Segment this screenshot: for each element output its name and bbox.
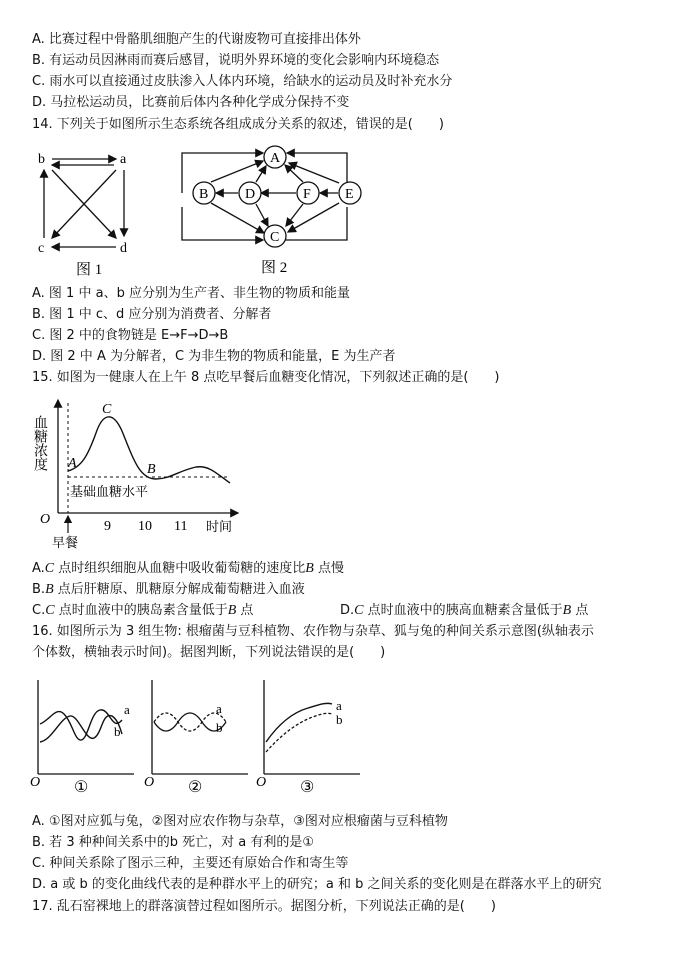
fig2-arrow-b-c — [211, 203, 264, 233]
q13-option-b: B. 有运动员因淋雨而赛后感冒，说明外界环境的变化会影响内环境稳态 — [32, 53, 440, 68]
q15-option-d: D.C 点时血液中的胰高血糖素含量低于B 点 — [340, 603, 589, 618]
q16-g3-origin: O — [256, 775, 267, 790]
q16-option-a: A. ①图对应狐与兔，②图对应农作物与杂草，③图对应根瘤菌与豆科植物 — [32, 814, 448, 829]
q15-tick-9: 9 — [104, 519, 111, 534]
q15-stem: 15. 如图为一健康人在上午 8 点吃早餐后血糖变化情况，下列叙述正确的是( ) — [32, 370, 500, 385]
q16-g3-label: ③ — [300, 779, 315, 796]
fig2-caption: 图 2 — [261, 260, 288, 276]
fig2-arrow-d-c — [256, 204, 268, 226]
q15-option-b: B.B 点后肝糖原、肌糖原分解成葡萄糖进入血液 — [32, 582, 305, 597]
q16-graph-2 — [144, 676, 254, 796]
q15-tick-11: 11 — [174, 519, 188, 534]
fig2-arrow-b-a — [211, 161, 263, 182]
q14-option-a: A. 图 1 中 a、b 应分别为生产者、非生物的物质和能量 — [32, 286, 350, 301]
q16-stem-line2: 个体数，横轴表示时间)。据图判断，下列说法错误的是( ) — [32, 645, 386, 660]
q15-option-a: A.C 点时组织细胞从血糖中吸收葡萄糖的速度比B 点慢 — [32, 561, 344, 576]
q16-g2-origin: O — [144, 775, 155, 790]
q14-option-d: D. 图 2 中 A 为分解者，C 为非生物的物质和能量，E 为生产者 — [32, 349, 396, 364]
q16-g3-curve-a — [266, 703, 332, 742]
q15-ylabel: 血糖浓度 — [32, 415, 48, 471]
q16-option-d: D. a 或 b 的变化曲线代表的是种群水平上的研究；a 和 b 之间关系的变化则是在群落水平上的研究 — [32, 877, 602, 892]
q14-figure-2 — [175, 145, 365, 280]
q15-point-b: B — [147, 462, 156, 477]
q16-g1-label-b: b — [114, 724, 121, 739]
q16-g3-curve-b — [266, 713, 332, 752]
q16-stem-line1: 16. 如图所示为 3 组生物: 根瘤菌与豆科植物、农作物与杂草、狐与兔的种间关系示意图(纵轴表示 — [32, 624, 594, 639]
fig1-node-c: c — [38, 241, 45, 256]
q16-option-b: B. 若 3 种种间关系中的b 死亡，对 a 有利的是① — [32, 835, 314, 850]
fig1-caption: 图 1 — [76, 262, 103, 278]
fig2-node-c: C — [270, 230, 280, 245]
q13-option-a: A. 比赛过程中骨骼肌细胞产生的代谢废物可直接排出体外 — [32, 32, 361, 47]
q16-g3-label-a: a — [336, 698, 342, 713]
q13-option-d: D. 马拉松运动员，比赛前后体内各种化学成分保持不变 — [32, 95, 350, 110]
q16-option-c: C. 种间关系除了图示三种，主要还有原始合作和寄生等 — [32, 856, 349, 871]
q16-graph-1 — [30, 676, 140, 796]
fig2-arrow-f-c — [286, 204, 303, 226]
fig2-node-f: F — [303, 187, 311, 202]
q16-g1-label: ① — [74, 779, 89, 796]
fig2-node-d: D — [245, 187, 256, 202]
fig2-node-b: B — [199, 187, 209, 202]
q16-g2-label-b: b — [216, 720, 223, 735]
fig2-node-a: A — [270, 151, 281, 166]
q15-option-c: C.C 点时血液中的胰岛素含量低于B 点 — [32, 603, 254, 618]
q16-g1-curve-b — [40, 716, 122, 742]
fig1-node-b: b — [38, 152, 45, 167]
q15-point-c: C — [102, 402, 112, 417]
q14-stem: 14. 下列关于如图所示生态系统各组成成分关系的叙述，错误的是( ) — [32, 117, 444, 132]
fig1-node-d: d — [120, 241, 127, 256]
q16-g2-label: ② — [188, 779, 203, 796]
q15-origin: O — [40, 512, 51, 527]
q14-figure-1 — [36, 150, 136, 280]
q14-option-c: C. 图 2 中的食物链是 E→F→D→B — [32, 328, 229, 343]
q16-g1-origin: O — [30, 775, 41, 790]
q14-option-b: B. 图 1 中 c、d 应分别为消费者、分解者 — [32, 307, 272, 322]
fig1-node-a: a — [120, 152, 127, 167]
q15-breakfast-label: 早餐 — [52, 536, 79, 551]
q15-xlabel: 时间 — [206, 520, 233, 535]
q15-baseline-label: 基础血糖水平 — [70, 485, 149, 500]
q17-stem: 17. 乱石窑裸地上的群落演替过程如图所示。据图分析，下列说法正确的是( ) — [32, 899, 496, 914]
fig2-arrow-d-a — [256, 166, 266, 182]
q15-blood-sugar-graph — [30, 395, 250, 550]
q16-g1-label-a: a — [124, 702, 130, 717]
q13-option-c: C. 雨水可以直接通过皮肤渗入人体内环境，给缺水的运动员及时补充水分 — [32, 74, 453, 89]
fig2-arrow-e-c — [288, 203, 339, 232]
fig2-arrow-e-a — [289, 163, 339, 183]
fig2-route-left — [182, 207, 263, 240]
fig2-node-e: E — [345, 187, 354, 202]
q15-point-a: A — [68, 456, 77, 471]
q16-g2-label-a: a — [216, 701, 222, 716]
q16-graph-3 — [256, 676, 376, 796]
q16-g3-label-b: b — [336, 712, 343, 727]
q15-tick-10: 10 — [138, 519, 152, 534]
